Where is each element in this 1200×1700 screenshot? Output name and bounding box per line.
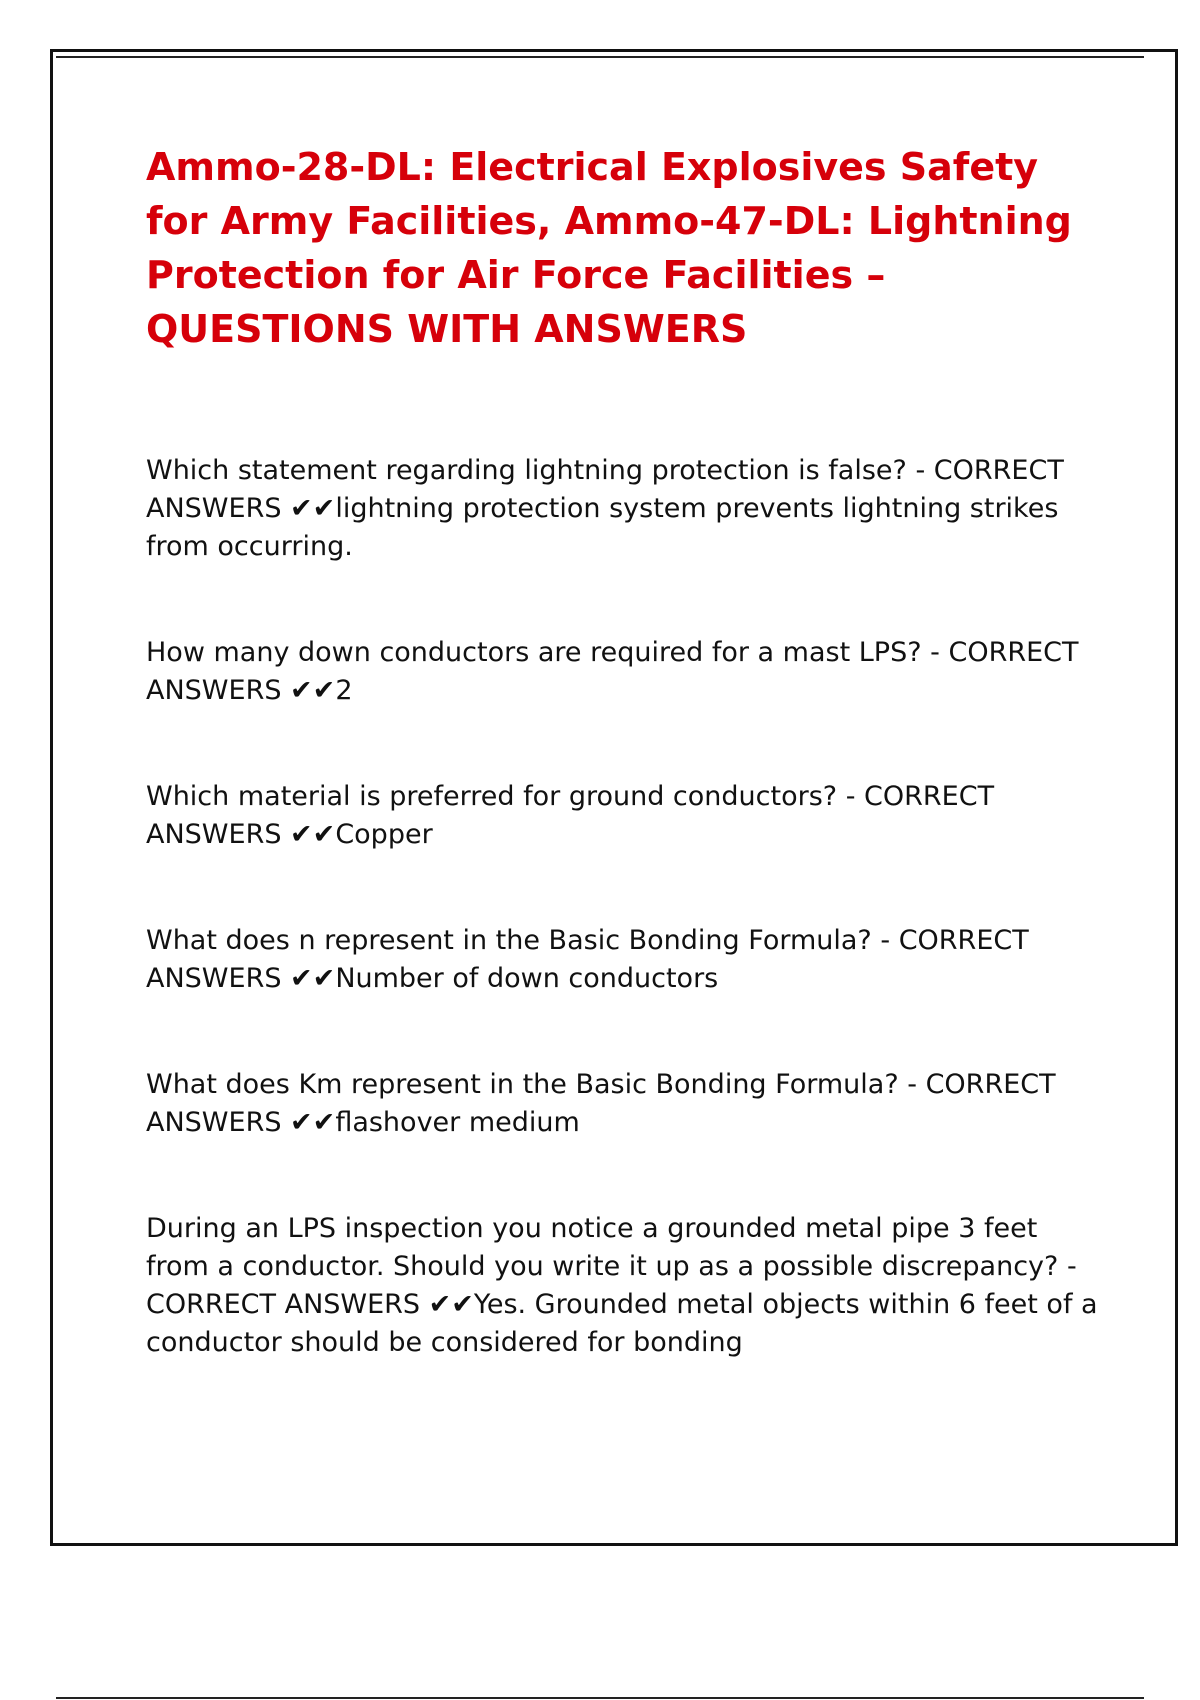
qa-item	[146, 452, 1106, 566]
correct-answers-label: CORRECT ANSWERS	[146, 1289, 421, 1320]
check-marks-icon: ✔✔	[281, 493, 336, 524]
answer-separator: -	[1058, 1251, 1077, 1282]
answer-text: Copper	[335, 819, 433, 850]
document-title: Ammo-28-DL: Electrical Explosives Safety for Army Facilities, Ammo-47-DL: Lightning Protection for Air Force Facilities – QUESTIONS WITH ANSWERS	[146, 145, 1072, 351]
check-marks-icon: ✔✔	[420, 1289, 474, 1320]
question-text: What does Km represent in the Basic Bonding Formula?	[146, 1069, 899, 1100]
correct-answers-label: CORRECT ANSWERS	[146, 455, 1064, 524]
question-text: Which material is preferred for ground conductors?	[146, 781, 838, 812]
qa-item	[146, 634, 1106, 710]
qa-item	[146, 778, 1106, 854]
question-text: How many down conductors are required for a mast LPS?	[146, 637, 922, 668]
correct-answers-label: CORRECT ANSWERS	[146, 1069, 1056, 1138]
qa-item	[146, 1066, 1106, 1142]
answer-separator: -	[921, 637, 949, 668]
document-content	[146, 140, 1106, 1362]
check-marks-icon: ✔✔	[281, 1107, 336, 1138]
answer-separator: -	[898, 1069, 926, 1100]
answer-text: flashover medium	[335, 1107, 580, 1138]
qa-item	[146, 922, 1106, 998]
answer-text: Number of down conductors	[335, 963, 719, 994]
correct-answers-label: CORRECT ANSWERS	[146, 781, 995, 850]
answer-text: 2	[335, 675, 353, 706]
correct-answers-label: CORRECT ANSWERS	[146, 925, 1029, 994]
check-marks-icon: ✔✔	[281, 675, 336, 706]
bottom-rule	[56, 1697, 1144, 1699]
qa-list	[146, 452, 1106, 1362]
check-marks-icon: ✔✔	[281, 963, 336, 994]
qa-item	[146, 1210, 1106, 1362]
question-text: Which statement regarding lightning protection is false?	[146, 455, 907, 486]
answer-separator: -	[906, 455, 934, 486]
answer-separator: -	[837, 781, 865, 812]
check-marks-icon: ✔✔	[281, 819, 336, 850]
answer-text: Yes. Grounded metal objects within 6 feet of a conductor should be considered for bonding	[146, 1289, 1098, 1358]
question-text: What does n represent in the Basic Bonding Formula?	[146, 925, 872, 956]
correct-answers-label: CORRECT ANSWERS	[146, 637, 1079, 706]
answer-text: lightning protection system prevents lightning strikes from occurring.	[146, 493, 1059, 562]
question-text: During an LPS inspection you notice a grounded metal pipe 3 feet from a conductor. Should you write it up as a possible discrepancy?	[146, 1213, 1059, 1282]
answer-separator: -	[871, 925, 899, 956]
